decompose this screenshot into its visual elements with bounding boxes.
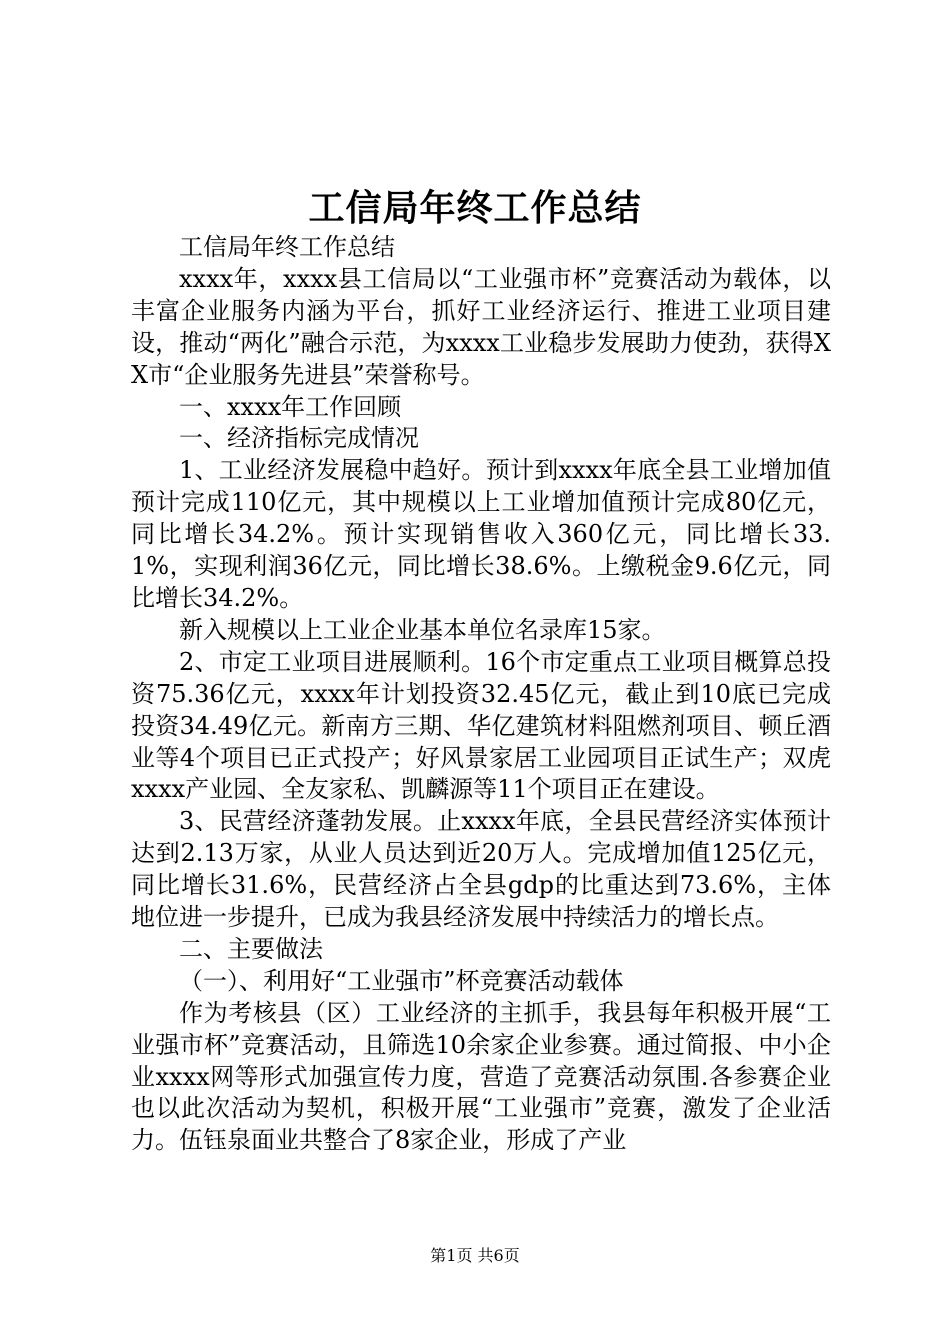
paragraph-new-enterprises: 新入规模以上工业企业基本单位名录库15家。	[179, 615, 666, 644]
heading-economic-indicators: 一、经济指标完成情况	[179, 424, 419, 453]
paragraph-industrial-economy: 1、工业经济发展稳中趋好。预计到xxxx年底全县工业增加值预计完成110亿元，其中规模以上工业增加值预计完成80亿元，同比增长34.2%。预计实现销售收入360亿元，同比增长33.1%，实现利润36亿元，同比增长38.6%。上缴税金9.6亿元，同比增长34.2%。	[131, 456, 831, 612]
paragraph-industrial-projects: 2、市定工业项目进展顺利。16个市定重点工业项目概算总投资75.36亿元，xxxx年计划投资32.45亿元，截止到10底已完成投资34.49亿元。新南方三期、华亿建筑材料阻燃剂项目、顿丘酒业等4个项目已正式投产；好风景家居工业园项目正试生产；双虎xxxx产业园、全友家私、凯麟源等11个项目正在建设。	[131, 647, 831, 804]
document-title: 工信局年终工作总结	[308, 187, 642, 229]
paragraph-intro: xxxx年，xxxx县工信局以“工业强市杯”竞赛活动为载体，以丰富企业服务内涵为平台，抓好工业经济运行、推进工业项目建设，推动“两化”融合示范，为xxxx工业稳步发展助力使劲，获得XX市“企业服务先进县”荣誉称号。	[131, 264, 831, 389]
heading-competition-activity: （一）、利用好“工业强市”杯竞赛活动载体	[179, 966, 624, 995]
heading-year-review: 一、xxxx年工作回顾	[179, 392, 402, 421]
page-footer: 第1页 共6页	[430, 1246, 520, 1265]
paragraph-private-economy: 3、民营经济蓬勃发展。止xxxx年底，全县民营经济实体预计达到2.13万家，从业人员达到近20万人。完成增加值125亿元，同比增长31.6%，民营经济占全县gdp的比重达到73.6%，主体地位进一步提升，已成为我县经济发展中持续活力的增长点。	[131, 807, 831, 932]
paragraph-competition-details: 作为考核县（区）工业经济的主抓手，我县每年积极开展“工业强市杯”竞赛活动，且筛选10余家企业参赛。通过简报、中小企业xxxx网等形式加强宣传力度，营造了竞赛活动氛围.各参赛企业也以此次活动为契机，积极开展“工业强市”竞赛，激发了企业活力。伍钰泉面业共整合了8家企业，形成了产业	[131, 998, 831, 1155]
document-body	[131, 232, 831, 1157]
heading-main-practices: 二、主要做法	[179, 934, 323, 963]
paragraph-subtitle: 工信局年终工作总结	[179, 233, 395, 261]
